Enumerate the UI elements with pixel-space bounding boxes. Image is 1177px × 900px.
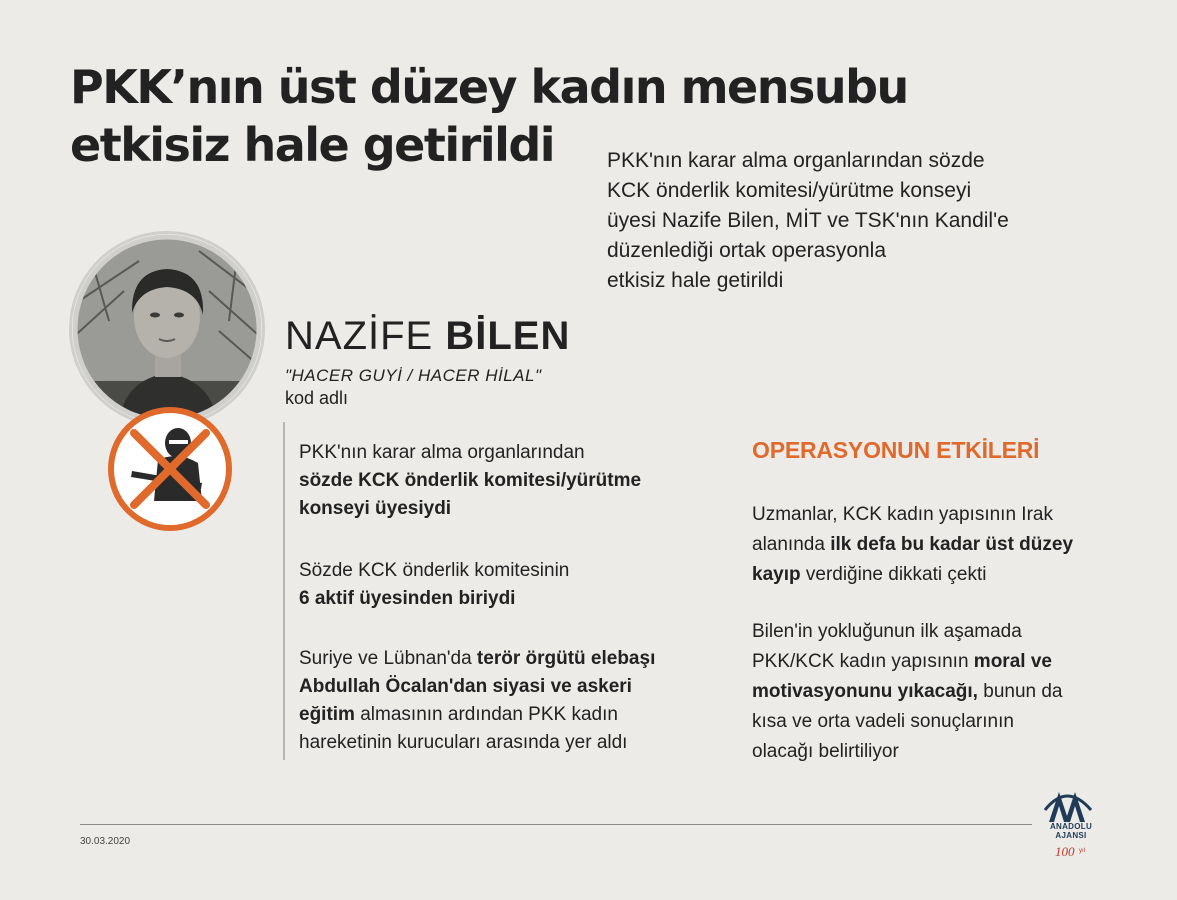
fact-line: PKK'nın karar alma organlarından (299, 442, 585, 463)
effect-text: alanında (752, 534, 831, 555)
last-name: BİLEN (445, 314, 571, 358)
effect-line: Uzmanlar, KCK kadın yapısının Irak (752, 504, 1053, 525)
fact-text-bold: eğitim (299, 704, 355, 725)
effect-line (752, 560, 1152, 590)
crossed-out-militant-icon (106, 405, 234, 533)
person-name (285, 312, 570, 360)
effect-line (752, 677, 1152, 707)
fact-text: Suriye ve Lübnan'da (299, 648, 477, 669)
alias: "HACER GUYİ / HACER HİLAL" (285, 366, 542, 385)
date: 30.03.2020 (80, 836, 131, 847)
effect-text-bold: motivasyonunu yıkacağı, (752, 681, 978, 702)
fact-line: konseyi üyesiydi (299, 498, 452, 519)
fact-text-bold: terör örgütü elebaşı (476, 648, 656, 669)
fact-line: hareketinin kurucuları arasında yer aldı (299, 732, 628, 753)
summary (607, 146, 1127, 296)
fact-line (299, 701, 655, 729)
effect-line: kısa ve orta vadeli sonuçlarının (752, 711, 1014, 732)
fact-line (299, 645, 655, 673)
effects-title: OPERASYONUN ETKİLERİ (752, 437, 1040, 463)
fact-committee (299, 439, 641, 523)
effect-text: verdiğine dikkati çekti (800, 564, 987, 585)
effect-text-bold: ilk defa bu kadar üst düzey (830, 534, 1074, 555)
fact-line: Sözde KCK önderlik komitesinin (299, 560, 570, 581)
summary-line: etkisiz hale getirildi (607, 269, 784, 292)
fact-line: 6 aktif üyesinden biriydi (299, 588, 516, 609)
effect-line (752, 530, 1152, 560)
effect-text-bold: moral ve (973, 651, 1052, 672)
effect-text: bunun da (977, 681, 1063, 702)
svg-text:100: 100 (1055, 844, 1075, 859)
summary-line: PKK'nın karar alma organlarından sözde (607, 149, 985, 172)
effect-line: Bilen'in yokluğunun ilk aşamada (752, 621, 1022, 642)
svg-text:yıl: yıl (1079, 848, 1085, 854)
first-name: NAZİFE (285, 314, 434, 358)
headline-line-2: etkisiz hale getirildi (70, 118, 555, 172)
effect-line (752, 647, 1152, 677)
effect-line: olacağı belirtiliyor (752, 741, 899, 762)
logo-text: ANADOLU AJANSI (1049, 822, 1093, 840)
facts-panel (283, 422, 715, 760)
effect-text-bold: kayıp (752, 564, 801, 585)
effect-morale (752, 617, 1152, 767)
fact-line: sözde KCK önderlik komitesi/yürütme (299, 470, 642, 491)
summary-line: KCK önderlik komitesi/yürütme konseyi (607, 179, 972, 202)
headline-line-1: PKK’nın üst düzey kadın mensubu (70, 60, 908, 114)
summary-line: düzenlediği ortak operasyonla (607, 239, 887, 262)
effect-text: PKK/KCK kadın yapısının (752, 651, 974, 672)
portrait-photo (69, 231, 265, 427)
alias-caption: kod adlı (285, 388, 349, 408)
fact-line: Abdullah Öcalan'dan siyasi ve askeri (299, 676, 632, 697)
fact-members (299, 557, 569, 613)
fact-training (299, 645, 655, 757)
effect-experts (752, 500, 1152, 590)
fact-text: almasının ardından PKK kadın (354, 704, 618, 725)
summary-line: üyesi Nazife Bilen, MİT ve TSK'nın Kandil'e (607, 209, 1009, 232)
footer-divider (80, 824, 1032, 825)
